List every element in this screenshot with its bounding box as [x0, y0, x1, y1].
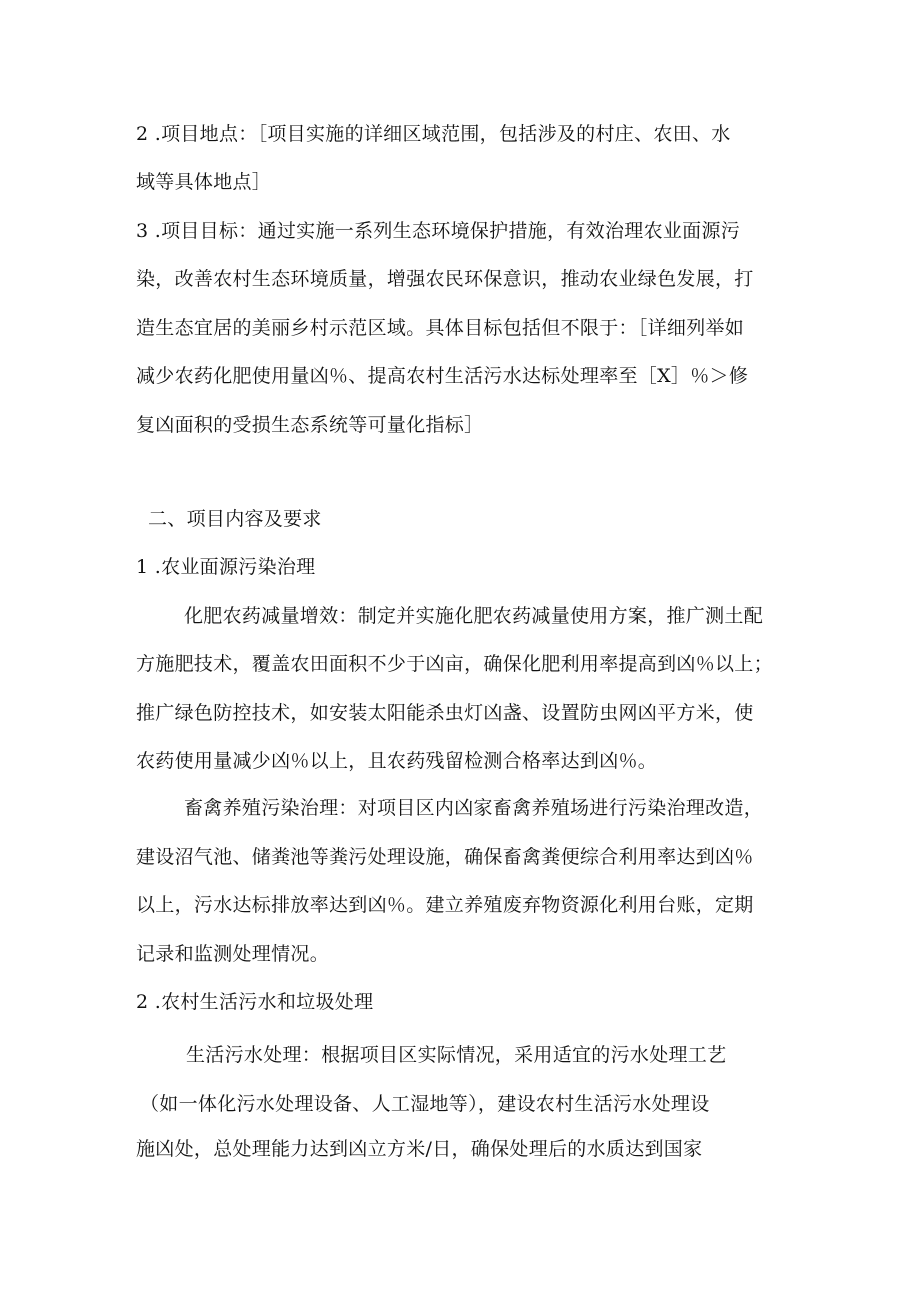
text-line: 生活污水处理：根据项目区实际情况，采用适宜的污水处理工艺: [186, 1044, 727, 1066]
text-line: 农药使用量减少凶％以上，且农药残留检测合格率达到凶％。: [136, 750, 658, 772]
text-line: 以上，污水达标排放率达到凶％。建立养殖废弃物资源化利用台账，定期: [136, 894, 754, 916]
text-line: 方施肥技术，覆盖农田面积不少于凶亩，确保化肥利用率提高到凶％以上；: [136, 653, 773, 675]
section-heading: 二、项目内容及要求: [148, 508, 322, 530]
text-line: 施凶处，总处理能力达到凶立方米/日，确保处理后的水质达到国家: [136, 1138, 703, 1160]
text-line: 化肥农药减量增效：制定并实施化肥农药减量使用方案，推广测土配: [184, 605, 764, 627]
text-line: 复凶面积的受损生态系统等可量化指标］: [136, 414, 484, 436]
text-line: 染，改善农村生态环境质量，增强农民环保意识，推动农业绿色发展，打: [136, 268, 754, 290]
text-line: 2 .项目地点：［项目实施的详细区域范围，包括涉及的村庄、农田、水: [136, 123, 731, 145]
text-line: （如一体化污水处理设备、人工湿地等），建设农村生活污水处理设: [140, 1093, 710, 1115]
text-line: 减少农药化肥使用量凶％、提高农村生活污水达标处理率至［X］％＞修: [136, 365, 749, 387]
text-line: 推广绿色防控技术，如安装太阳能杀虫灯凶盏、设置防虫网凶平方米，使: [136, 702, 754, 724]
text-line: 域等具体地点］: [136, 171, 272, 193]
text-line: 3 .项目目标：通过实施一系列生态环境保护措施，有效治理农业面源污: [136, 220, 741, 242]
subsection-heading: 1 .农业面源污染治理: [136, 556, 316, 578]
text-line: 造生态宜居的美丽乡村示范区域。具体目标包括但不限于：［详细列举如: [136, 317, 745, 339]
text-line: 畜禽养殖污染治理：对项目区内凶家畜禽养殖场进行污染治理改造，: [184, 797, 764, 819]
text-line: 记录和监测处理情况。: [136, 943, 330, 965]
subsection-heading: 2 .农村生活污水和垃圾处理: [136, 991, 374, 1013]
text-line: 建设沼气池、储粪池等粪污处理设施，确保畜禽粪便综合利用率达到凶％: [136, 846, 754, 868]
